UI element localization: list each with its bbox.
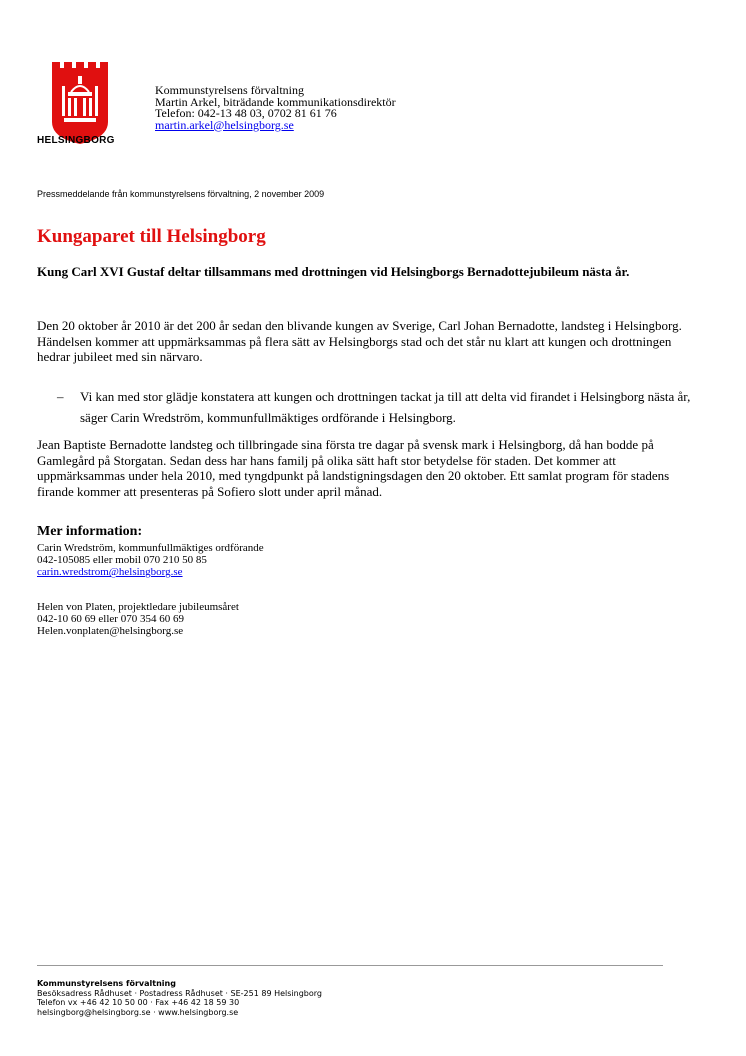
footer-address: Besöksadress Rådhuset · Postadress Rådhuset · SE-251 89 Helsingborg <box>37 988 322 998</box>
quote-dash: – <box>57 389 64 404</box>
sender-org: Kommunstyrelsens förvaltning <box>155 83 304 97</box>
footer <box>37 979 322 1017</box>
sender-phone: Telefon: 042-13 48 03, 0702 81 61 76 <box>155 106 337 121</box>
contact-email-link[interactable]: carin.wredstrom@helsingborg.se <box>37 566 183 579</box>
body-paragraph: Den 20 oktober år 2010 är det 200 år sedan den blivande kungen av Sverige, Carl Johan Bernadotte, landsteg i Helsingborg. Händelsen kommer att uppmärksammas på flera sätt av Helsingborgs stad och det står nu klart att kungen och drottningen hedrar jubileet med sin närvaro. <box>37 318 682 364</box>
body-paragraph: Jean Baptiste Bernadotte landsteg och tillbringade sina första tre dagar på svensk mark i Helsingborg, då han bodde på Gamlegård på Storgatan. Sedan dess har hans familj på olika sätt haft stor betydelse för staden. Det kommer att uppmärksammas under hela 2010, med tyngdpunkt på landstigningsdagen den 20 oktober. Ett samlat program för stadens firande kommer att presenteras på Sofiero slott under april månad. <box>37 437 670 499</box>
sender-name: Martin Arkel, biträdande kommunikationsdirektör <box>155 94 396 109</box>
footer-phone: Telefon vx +46 42 10 50 00 · Fax +46 42 18 59 30 <box>37 998 240 1008</box>
contact-name: Carin Wredström, kommunfullmäktiges ordförande <box>37 542 264 554</box>
contact-phone: 042-10 60 69 eller 070 354 60 69 <box>37 613 184 626</box>
footer-divider <box>37 965 663 966</box>
contact-email: Helen.vonplaten@helsingborg.se <box>37 625 184 638</box>
footer-web: helsingborg@helsingborg.se · www.helsingborg.se <box>37 1007 239 1017</box>
quote-text: Vi kan med stor glädje konstatera att kungen och drottningen tackat ja till att delta vid firandet i Helsingborg nästa år, säger Carin Wredström, kommunfullmäktiges ordförande i Helsingborg. <box>80 389 691 425</box>
dateline: Pressmeddelande från kommunstyrelsens förvaltning, 2 november 2009 <box>37 189 325 199</box>
more-info-heading: Mer information: <box>37 524 143 539</box>
logo-wordmark: HELSINGBORG <box>37 135 115 146</box>
sender-email-link[interactable]: martin.arkel@helsingborg.se <box>155 117 294 132</box>
contact-block <box>37 601 239 638</box>
contact-phone: 042-105085 eller mobil 070 210 50 85 <box>37 554 207 567</box>
sender-block <box>155 85 396 131</box>
lead-paragraph: Kung Carl XVI Gustaf deltar tillsammans med drottningen vid Helsingborgs Bernadottejubileum nästa år. <box>37 264 630 279</box>
contact-name: Helen von Platen, projektledare jubileumsåret <box>37 601 239 613</box>
footer-org: Kommunstyrelsens förvaltning <box>37 979 176 988</box>
quote-block <box>57 386 697 428</box>
contact-block <box>37 542 264 579</box>
headline: Kungaparet till Helsingborg <box>37 226 266 247</box>
